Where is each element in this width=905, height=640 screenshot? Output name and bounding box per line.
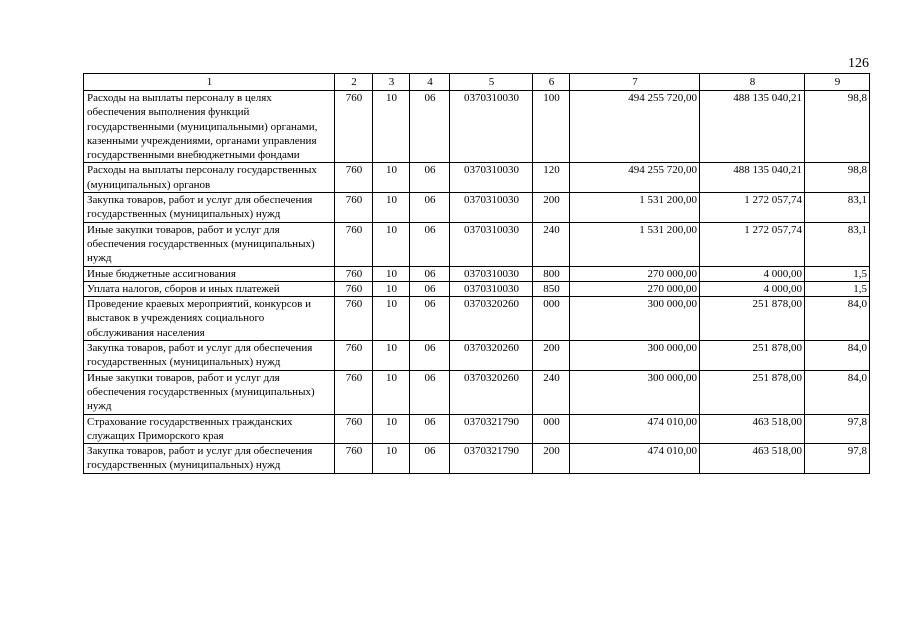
expense-name-cell: Закупка товаров, работ и услуг для обеспечения государственных (муниципальных) нужд [84,444,335,474]
subsection-code-cell: 06 [410,91,450,163]
section-code-cell: 10 [373,370,410,414]
budget-table [83,73,870,474]
column-header: 6 [533,74,570,91]
planned-amount-cell: 300 000,00 [570,297,700,341]
table-row [84,163,870,193]
execution-percent-cell: 1,5 [805,281,870,296]
execution-percent-cell: 84,0 [805,370,870,414]
target-article-cell: 0370310030 [450,266,533,281]
expense-type-cell: 000 [533,297,570,341]
table-row [84,341,870,371]
section-code-cell: 10 [373,444,410,474]
target-article-cell: 0370320260 [450,341,533,371]
ministry-code-cell: 760 [335,193,373,223]
column-header: 2 [335,74,373,91]
table-row [84,266,870,281]
planned-amount-cell: 1 531 200,00 [570,222,700,266]
executed-amount-cell: 463 518,00 [700,444,805,474]
planned-amount-cell: 494 255 720,00 [570,91,700,163]
page-number: 126 [848,56,869,71]
expense-name-cell: Уплата налогов, сборов и иных платежей [84,281,335,296]
column-header: 3 [373,74,410,91]
section-code-cell: 10 [373,222,410,266]
planned-amount-cell: 270 000,00 [570,281,700,296]
subsection-code-cell: 06 [410,341,450,371]
ministry-code-cell: 760 [335,370,373,414]
expense-type-cell: 200 [533,193,570,223]
expense-type-cell: 800 [533,266,570,281]
column-header: 8 [700,74,805,91]
execution-percent-cell: 1,5 [805,266,870,281]
expense-type-cell: 000 [533,414,570,444]
ministry-code-cell: 760 [335,266,373,281]
section-code-cell: 10 [373,281,410,296]
target-article-cell: 0370321790 [450,444,533,474]
planned-amount-cell: 300 000,00 [570,341,700,371]
executed-amount-cell: 251 878,00 [700,370,805,414]
expense-type-cell: 100 [533,91,570,163]
subsection-code-cell: 06 [410,414,450,444]
executed-amount-cell: 251 878,00 [700,297,805,341]
column-header: 4 [410,74,450,91]
subsection-code-cell: 06 [410,297,450,341]
expense-name-cell: Закупка товаров, работ и услуг для обеспечения государственных (муниципальных) нужд [84,341,335,371]
expense-type-cell: 200 [533,341,570,371]
table-body [84,91,870,474]
ministry-code-cell: 760 [335,163,373,193]
column-number-row [84,74,870,91]
table-row [84,91,870,163]
subsection-code-cell: 06 [410,444,450,474]
execution-percent-cell: 98,8 [805,91,870,163]
execution-percent-cell: 83,1 [805,222,870,266]
expense-type-cell: 120 [533,163,570,193]
planned-amount-cell: 1 531 200,00 [570,193,700,223]
target-article-cell: 0370321790 [450,414,533,444]
planned-amount-cell: 494 255 720,00 [570,163,700,193]
target-article-cell: 0370310030 [450,91,533,163]
planned-amount-cell: 300 000,00 [570,370,700,414]
execution-percent-cell: 97,8 [805,414,870,444]
execution-percent-cell: 98,8 [805,163,870,193]
table-row [84,414,870,444]
subsection-code-cell: 06 [410,222,450,266]
executed-amount-cell: 488 135 040,21 [700,163,805,193]
target-article-cell: 0370310030 [450,281,533,296]
execution-percent-cell: 84,0 [805,297,870,341]
section-code-cell: 10 [373,193,410,223]
ministry-code-cell: 760 [335,444,373,474]
column-header: 5 [450,74,533,91]
ministry-code-cell: 760 [335,341,373,371]
expense-name-cell: Расходы на выплаты персоналу государственных (муниципальных) органов [84,163,335,193]
planned-amount-cell: 474 010,00 [570,444,700,474]
expense-type-cell: 240 [533,222,570,266]
section-code-cell: 10 [373,266,410,281]
target-article-cell: 0370310030 [450,222,533,266]
subsection-code-cell: 06 [410,163,450,193]
execution-percent-cell: 84,0 [805,341,870,371]
executed-amount-cell: 463 518,00 [700,414,805,444]
ministry-code-cell: 760 [335,414,373,444]
target-article-cell: 0370320260 [450,370,533,414]
ministry-code-cell: 760 [335,281,373,296]
executed-amount-cell: 1 272 057,74 [700,193,805,223]
executed-amount-cell: 4 000,00 [700,281,805,296]
target-article-cell: 0370310030 [450,163,533,193]
expense-type-cell: 850 [533,281,570,296]
subsection-code-cell: 06 [410,193,450,223]
expense-name-cell: Расходы на выплаты персоналу в целях обеспечения выполнения функций государственными (муниципальными) органами, казенными учреждениями, органами управления государственными внебюджетными фондами [84,91,335,163]
section-code-cell: 10 [373,414,410,444]
planned-amount-cell: 270 000,00 [570,266,700,281]
subsection-code-cell: 06 [410,370,450,414]
expense-type-cell: 200 [533,444,570,474]
executed-amount-cell: 251 878,00 [700,341,805,371]
target-article-cell: 0370320260 [450,297,533,341]
ministry-code-cell: 760 [335,222,373,266]
executed-amount-cell: 1 272 057,74 [700,222,805,266]
section-code-cell: 10 [373,341,410,371]
table-row [84,297,870,341]
expense-name-cell: Иные закупки товаров, работ и услуг для обеспечения государственных (муниципальных) нужд [84,222,335,266]
expense-name-cell: Иные закупки товаров, работ и услуг для обеспечения государственных (муниципальных) нужд [84,370,335,414]
table-row [84,222,870,266]
executed-amount-cell: 4 000,00 [700,266,805,281]
expense-name-cell: Закупка товаров, работ и услуг для обеспечения государственных (муниципальных) нужд [84,193,335,223]
ministry-code-cell: 760 [335,91,373,163]
table-row [84,193,870,223]
expense-name-cell: Проведение краевых мероприятий, конкурсов и выставок в учреждениях социального обслуживания населения [84,297,335,341]
column-header: 1 [84,74,335,91]
execution-percent-cell: 83,1 [805,193,870,223]
expense-name-cell: Страхование государственных гражданских служащих Приморского края [84,414,335,444]
column-header: 7 [570,74,700,91]
expense-type-cell: 240 [533,370,570,414]
table-row [84,281,870,296]
subsection-code-cell: 06 [410,266,450,281]
section-code-cell: 10 [373,91,410,163]
section-code-cell: 10 [373,163,410,193]
subsection-code-cell: 06 [410,281,450,296]
table-row [84,444,870,474]
executed-amount-cell: 488 135 040,21 [700,91,805,163]
table-row [84,370,870,414]
target-article-cell: 0370310030 [450,193,533,223]
expense-name-cell: Иные бюджетные ассигнования [84,266,335,281]
planned-amount-cell: 474 010,00 [570,414,700,444]
column-header: 9 [805,74,870,91]
execution-percent-cell: 97,8 [805,444,870,474]
section-code-cell: 10 [373,297,410,341]
ministry-code-cell: 760 [335,297,373,341]
